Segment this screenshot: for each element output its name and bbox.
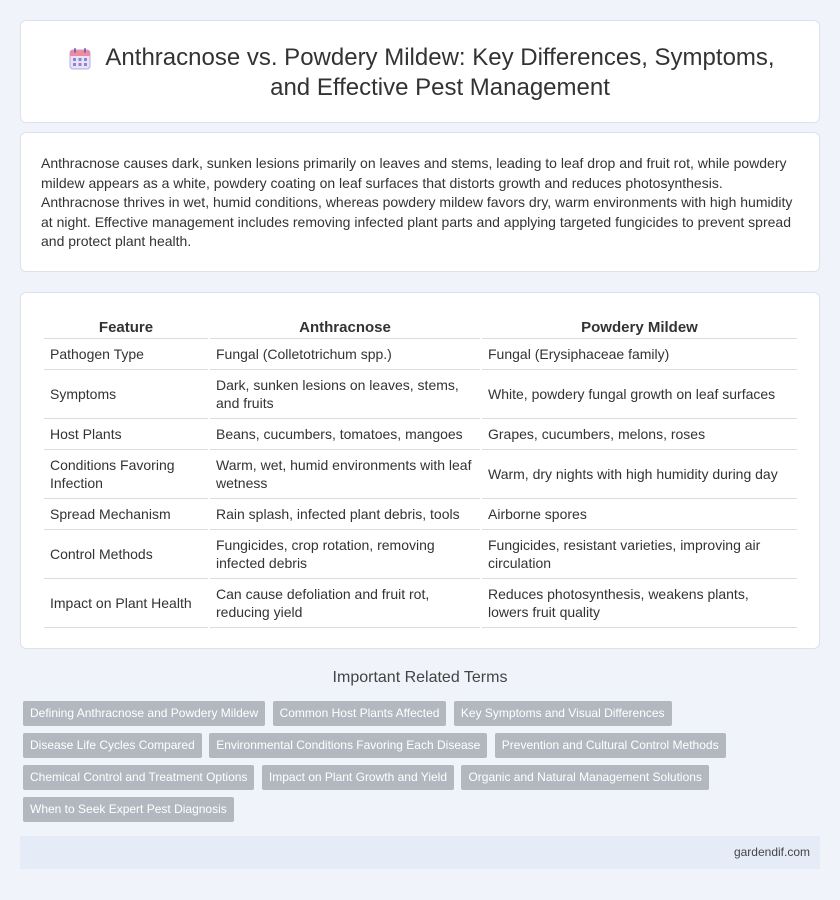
comparison-table-card [20, 292, 820, 649]
table-row [44, 419, 797, 450]
table-cell: Can cause defoliation and fruit rot, reducing yield [210, 579, 480, 628]
table-cell: Fungal (Colletotrichum spp.) [210, 339, 480, 370]
related-term-tag[interactable]: Chemical Control and Treatment Options [23, 765, 254, 790]
table-cell: Conditions Favoring Infection [44, 450, 208, 499]
related-term-tag[interactable]: Common Host Plants Affected [273, 701, 447, 726]
related-term-tag[interactable]: Prevention and Cultural Control Methods [495, 733, 726, 758]
footer [20, 836, 820, 869]
table-header-row [44, 317, 797, 339]
summary-card [20, 132, 820, 272]
comparison-table [42, 317, 799, 628]
table-cell: Host Plants [44, 419, 208, 450]
table-cell: Airborne spores [482, 499, 797, 530]
related-term-tag[interactable]: Key Symptoms and Visual Differences [454, 701, 672, 726]
table-cell: Rain splash, infected plant debris, tools [210, 499, 480, 530]
table-row [44, 530, 797, 579]
table-cell: Pathogen Type [44, 339, 208, 370]
table-row [44, 499, 797, 530]
related-terms-list [23, 701, 823, 829]
table-row [44, 579, 797, 628]
related-term-tag[interactable]: Disease Life Cycles Compared [23, 733, 202, 758]
table-cell: White, powdery fungal growth on leaf surfaces [482, 370, 797, 419]
table-cell: Dark, sunken lesions on leaves, stems, and fruits [210, 370, 480, 419]
table-cell: Warm, dry nights with high humidity during day [482, 450, 797, 499]
footer-site-link[interactable]: gardendif.com [733, 845, 810, 859]
column-header-anthracnose: Anthracnose [210, 317, 480, 339]
table-cell: Fungicides, crop rotation, removing infected debris [210, 530, 480, 579]
summary-text: Anthracnose causes dark, sunken lesions primarily on leaves and stems, leading to leaf drop and fruit rot, while powdery mildew appears as a white, powdery coating on leaf surfaces that distorts growth and reduces photosynthesis. Anthracnose thrives in wet, humid conditions, whereas powdery mildew favors dry, warm environments with high humidity at night. Effective management includes removing infected plant parts and applying targeted fungicides to prevent spread and protect plant health. [41, 155, 793, 249]
table-cell: Warm, wet, humid environments with leaf wetness [210, 450, 480, 499]
table-row [44, 450, 797, 499]
table-cell: Impact on Plant Health [44, 579, 208, 628]
related-term-tag[interactable]: Organic and Natural Management Solutions [461, 765, 708, 790]
table-cell: Fungicides, resistant varieties, improving air circulation [482, 530, 797, 579]
table-cell: Reduces photosynthesis, weakens plants, lowers fruit quality [482, 579, 797, 628]
table-cell: Grapes, cucumbers, melons, roses [482, 419, 797, 450]
related-term-tag[interactable]: Impact on Plant Growth and Yield [262, 765, 454, 790]
table-cell: Fungal (Erysiphaceae family) [482, 339, 797, 370]
column-header-feature: Feature [44, 317, 208, 339]
table-row [44, 339, 797, 370]
related-term-tag[interactable]: Environmental Conditions Favoring Each Disease [209, 733, 487, 758]
table-cell: Beans, cucumbers, tomatoes, mangoes [210, 419, 480, 450]
table-cell: Spread Mechanism [44, 499, 208, 530]
table-cell: Symptoms [44, 370, 208, 419]
page-title: Anthracnose vs. Powdery Mildew: Key Differences, Symptoms, and Effective Pest Management [105, 44, 775, 101]
related-term-tag[interactable]: When to Seek Expert Pest Diagnosis [23, 797, 234, 822]
table-row [44, 370, 797, 419]
title-card [20, 20, 820, 123]
related-term-tag[interactable]: Defining Anthracnose and Powdery Mildew [23, 701, 265, 726]
column-header-powdery-mildew: Powdery Mildew [482, 317, 797, 339]
table-cell: Control Methods [44, 530, 208, 579]
related-terms-heading: Important Related Terms [332, 669, 508, 686]
